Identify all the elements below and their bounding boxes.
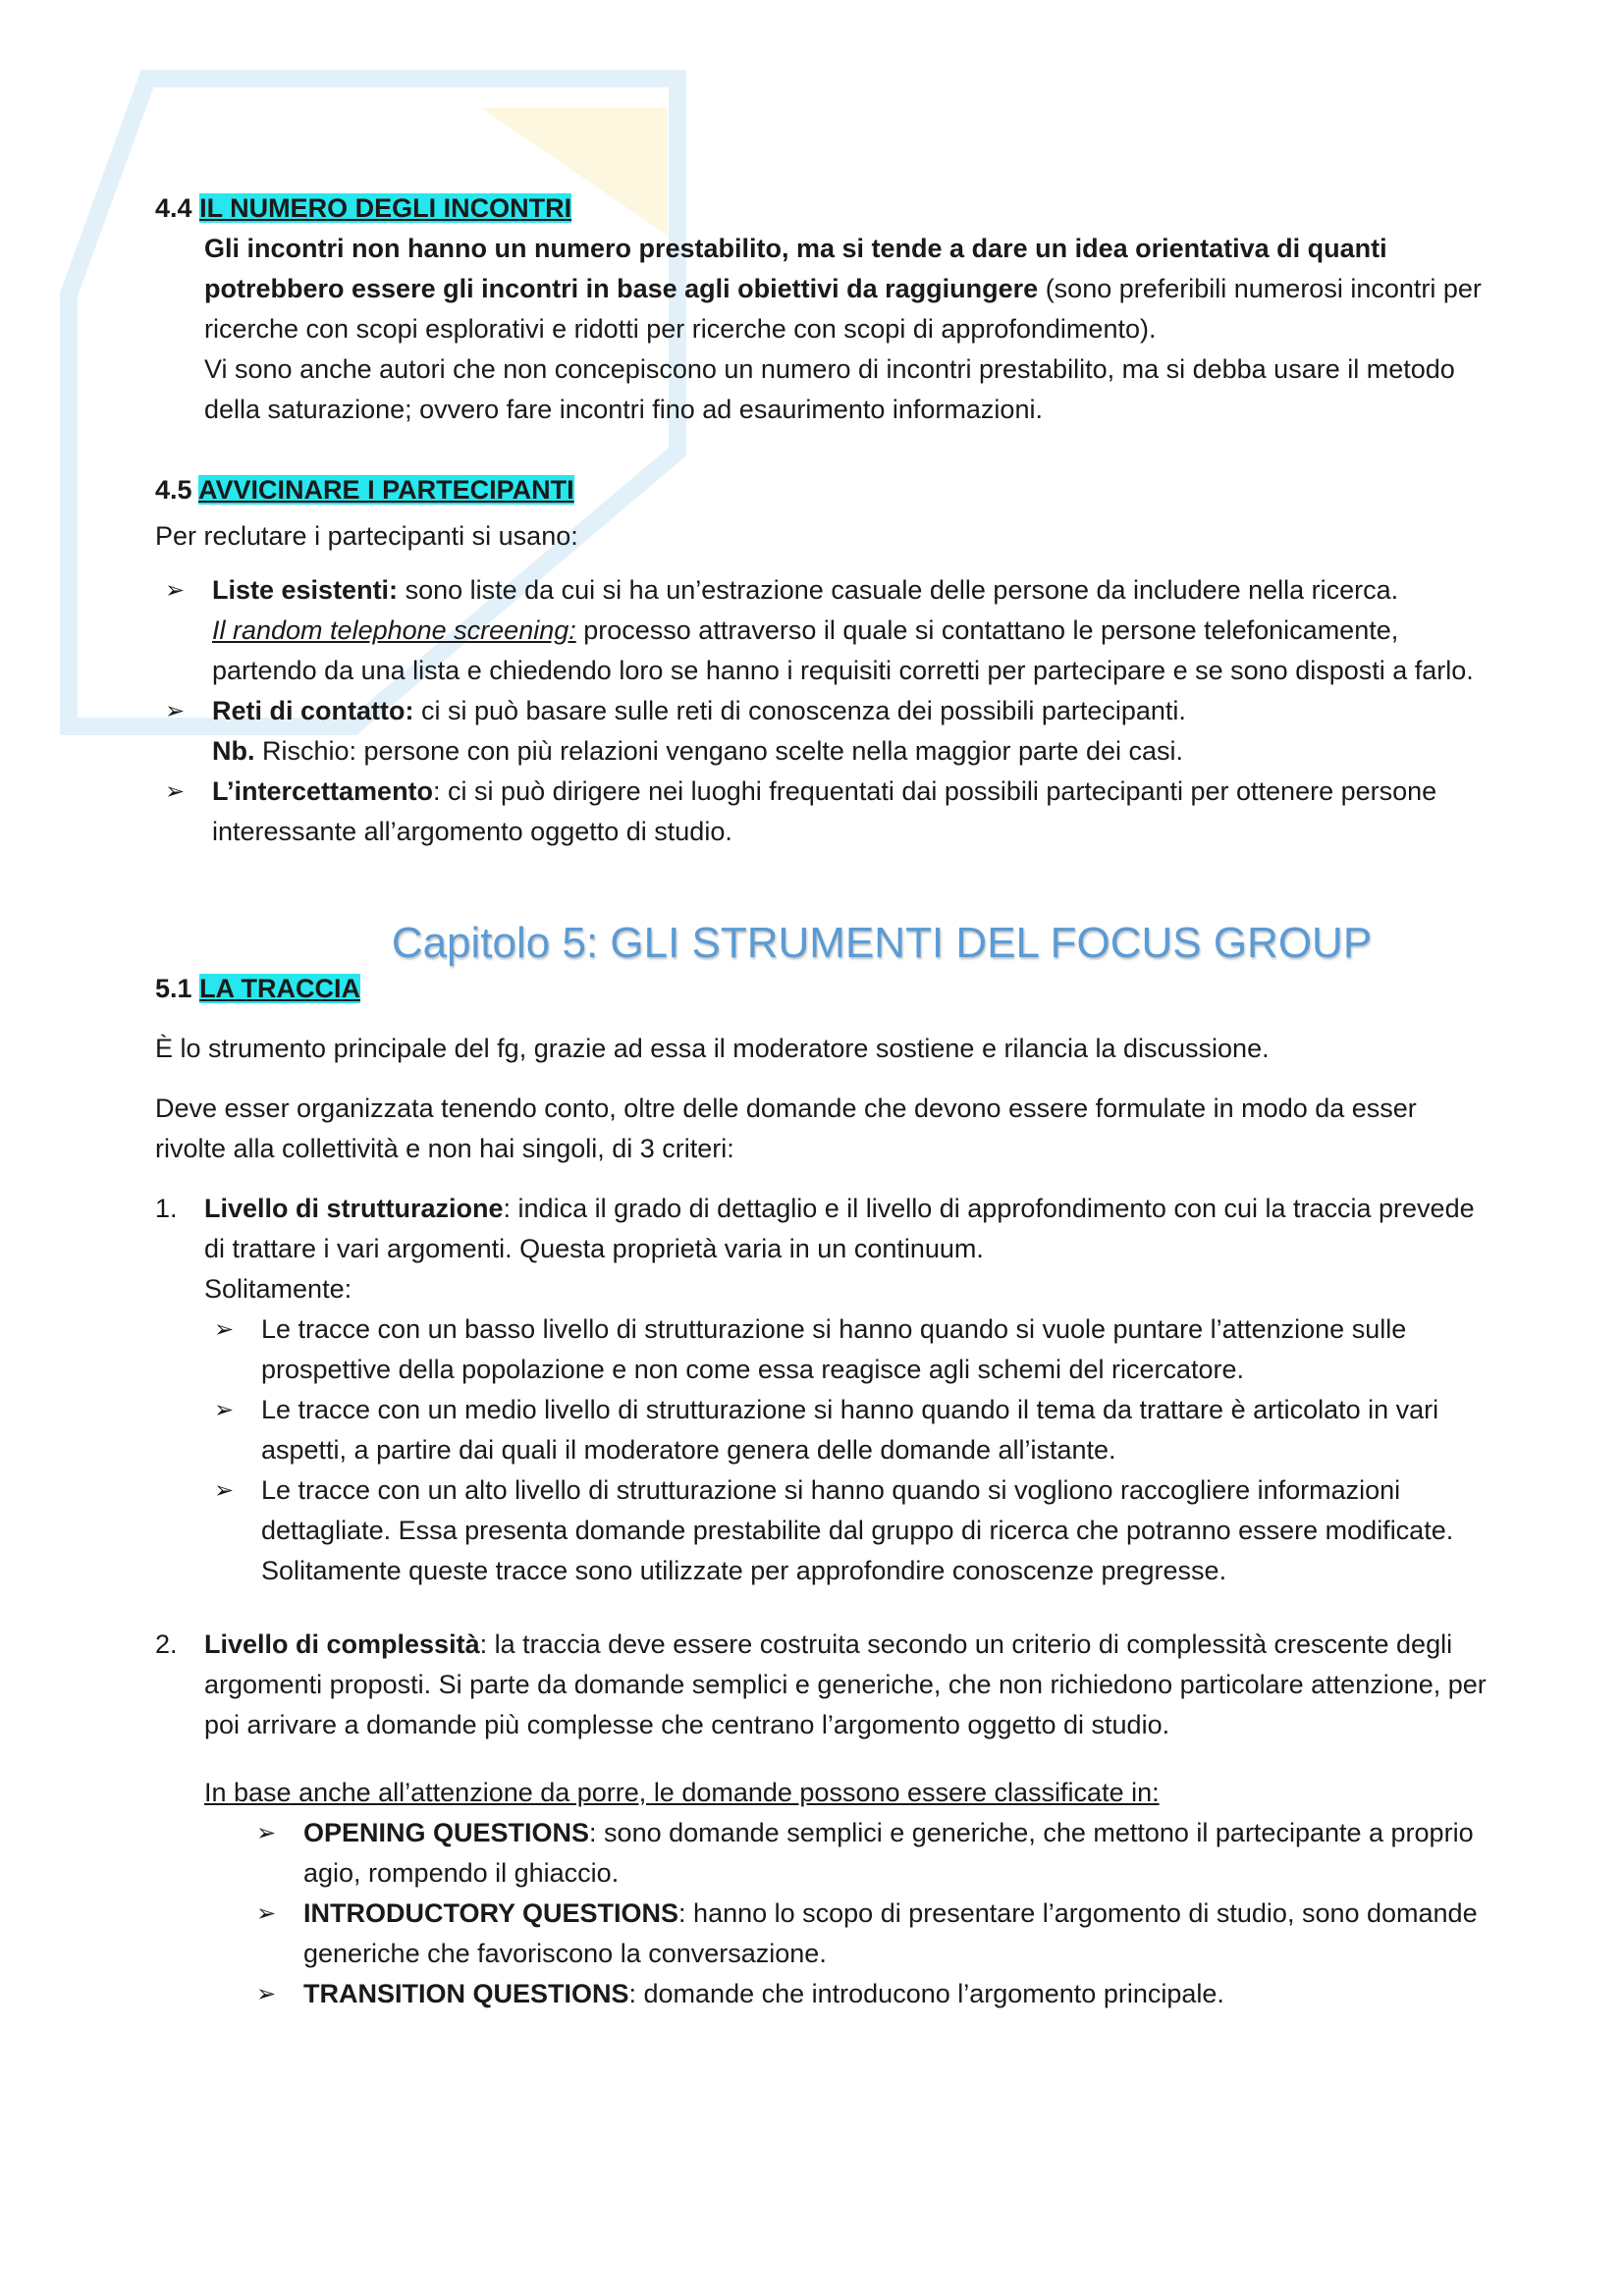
text: : sono domande semplici e generiche, che mettono il partecipante a proprio agio, rompendo il ghiaccio. bbox=[303, 1818, 1474, 1888]
bold-text: Nb. bbox=[212, 736, 255, 766]
italic-text: Il random telephone screening: bbox=[212, 615, 576, 645]
list-item bbox=[155, 1974, 1490, 2014]
section-title: LA TRACCIA bbox=[199, 974, 361, 1003]
list-item bbox=[106, 570, 1490, 691]
bold-text: Livello di strutturazione bbox=[204, 1194, 504, 1223]
section-title: IL NUMERO DEGLI INCONTRI bbox=[199, 193, 572, 223]
text: : domande che introducono l’argomento principale. bbox=[628, 1979, 1224, 2008]
list-item bbox=[155, 1309, 1490, 1390]
list-item bbox=[155, 1813, 1490, 1894]
text: (sono preferibili numerosi incontri per ricerche con scopi esplorativi e ridotti per ricerche con scopi di approfondimento). bbox=[204, 274, 1482, 344]
arrow-bullet-icon: ➢ bbox=[256, 1900, 277, 1927]
text: Le tracce con un alto livello di strutturazione si hanno quando si vogliono raccogliere informazioni dettagliate. Essa presenta domande prestabilite dal gruppo di ricerca che potranno essere modificate. Solitamente queste tracce sono utilizzate per approfondire conoscenze pregresse. bbox=[261, 1475, 1454, 1585]
list-item bbox=[155, 1390, 1490, 1470]
item-number: 1. bbox=[155, 1194, 178, 1223]
page-content bbox=[155, 188, 1490, 2014]
paragraph: È lo strumento principale del fg, grazie ad essa il moderatore sostiene e rilancia la discussione. bbox=[155, 1034, 1270, 1063]
arrow-bullet-icon: ➢ bbox=[214, 1397, 235, 1423]
bold-text: L’intercettamento bbox=[212, 776, 434, 806]
item-number: 2. bbox=[155, 1629, 178, 1659]
text: Le tracce con un basso livello di strutturazione si hanno quando si vuole puntare l’attenzione sulle prospettive della popolazione e non come essa reagisce agli schemi del ricercatore. bbox=[261, 1314, 1407, 1384]
arrow-bullet-icon: ➢ bbox=[256, 1981, 277, 2007]
text: Le tracce con un medio livello di strutturazione si hanno quando il tema da trattare è articolato in vari aspetti, a partire dai quali il moderatore genera delle domande all’istante. bbox=[261, 1395, 1439, 1465]
text: ci si può basare sulle reti di conoscenza dei possibili partecipanti. bbox=[413, 696, 1186, 725]
bold-text: OPENING QUESTIONS bbox=[303, 1818, 590, 1847]
text: sono liste da cui si ha un’estrazione casuale delle persone da includere nella ricerca. bbox=[398, 575, 1399, 605]
section-number: 5.1 bbox=[155, 974, 192, 1003]
section-heading-4-4 bbox=[155, 188, 1490, 229]
text: : la traccia deve essere costruita secondo un criterio di complessità crescente degli argomenti proposti. Si parte da domande semplici e generiche, che non richiedono particolare attenzione, per poi arrivare a domande più complesse che centrano l’argomento oggetto di studio. bbox=[204, 1629, 1487, 1739]
bold-text: TRANSITION QUESTIONS bbox=[303, 1979, 629, 2008]
arrow-bullet-icon: ➢ bbox=[214, 1477, 235, 1504]
arrow-bullet-icon: ➢ bbox=[165, 778, 186, 805]
arrow-bullet-icon: ➢ bbox=[165, 577, 186, 604]
bold-text: Liste esistenti: bbox=[212, 575, 399, 605]
arrow-bullet-icon: ➢ bbox=[214, 1316, 235, 1343]
text: processo attraverso il quale si contattano le persone telefonicamente, partendo da una lista e chiedendo loro se hanno i requisiti corretti per partecipare e se sono disposti a farlo. bbox=[212, 615, 1474, 685]
numbered-item bbox=[155, 1189, 1490, 1309]
bold-text: Livello di complessità bbox=[204, 1629, 480, 1659]
underlined-text: In base anche all’attenzione da porre, le domande possono essere classificate in: bbox=[204, 1778, 1160, 1807]
paragraph bbox=[155, 229, 1490, 349]
list-item bbox=[106, 772, 1490, 852]
bold-text: Reti di contatto: bbox=[212, 696, 414, 725]
text: Rischio: persone con più relazioni vengano scelte nella maggior parte dei casi. bbox=[254, 736, 1184, 766]
numbered-item bbox=[155, 1625, 1490, 1745]
section-number: 4.4 bbox=[155, 193, 192, 223]
list-item bbox=[155, 1470, 1490, 1591]
arrow-bullet-icon: ➢ bbox=[165, 698, 186, 724]
section-number: 4.5 bbox=[155, 475, 192, 505]
list-item bbox=[106, 691, 1490, 772]
list-item bbox=[155, 1894, 1490, 1974]
text: : hanno lo scopo di presentare l’argomento di studio, sono domande generiche che favoriscono la conversazione. bbox=[303, 1898, 1478, 1968]
section-heading-4-5 bbox=[155, 470, 1490, 510]
paragraph: Per reclutare i partecipanti si usano: bbox=[155, 521, 578, 551]
section-title: AVVICINARE I PARTECIPANTI bbox=[198, 475, 574, 505]
arrow-bullet-icon: ➢ bbox=[256, 1820, 277, 1846]
paragraph: Vi sono anche autori che non concepiscono un numero di incontri prestabilito, ma si debba usare il metodo della saturazione; ovvero fare incontri fino ad esaurimento informazioni. bbox=[204, 354, 1455, 424]
text: : indica il grado di dettaglio e il livello di approfondimento con cui la traccia prevede di trattare i vari argomenti. Questa proprietà varia in un continuum. bbox=[204, 1194, 1475, 1263]
paragraph: Deve esser organizzata tenendo conto, oltre delle domande che devono essere formulate in modo da esser rivolte alla collettività e non hai singoli, di 3 criteri: bbox=[155, 1094, 1417, 1163]
section-heading-5-1 bbox=[155, 969, 1490, 1009]
text: Solitamente: bbox=[204, 1274, 352, 1304]
chapter-title: Capitolo 5: GLI STRUMENTI DEL FOCUS GROUP bbox=[391, 919, 1373, 967]
bold-text: Gli incontri non hanno un numero prestabilito, ma si tende a dare un idea orientativa di quanti potrebbero essere gli incontri in base agli obiettivi da raggiungere bbox=[204, 234, 1387, 303]
bold-text: INTRODUCTORY QUESTIONS bbox=[303, 1898, 679, 1928]
text: : ci si può dirigere nei luoghi frequentati dai possibili partecipanti per ottenere persone interessante all’argomento oggetto di studio. bbox=[212, 776, 1437, 846]
